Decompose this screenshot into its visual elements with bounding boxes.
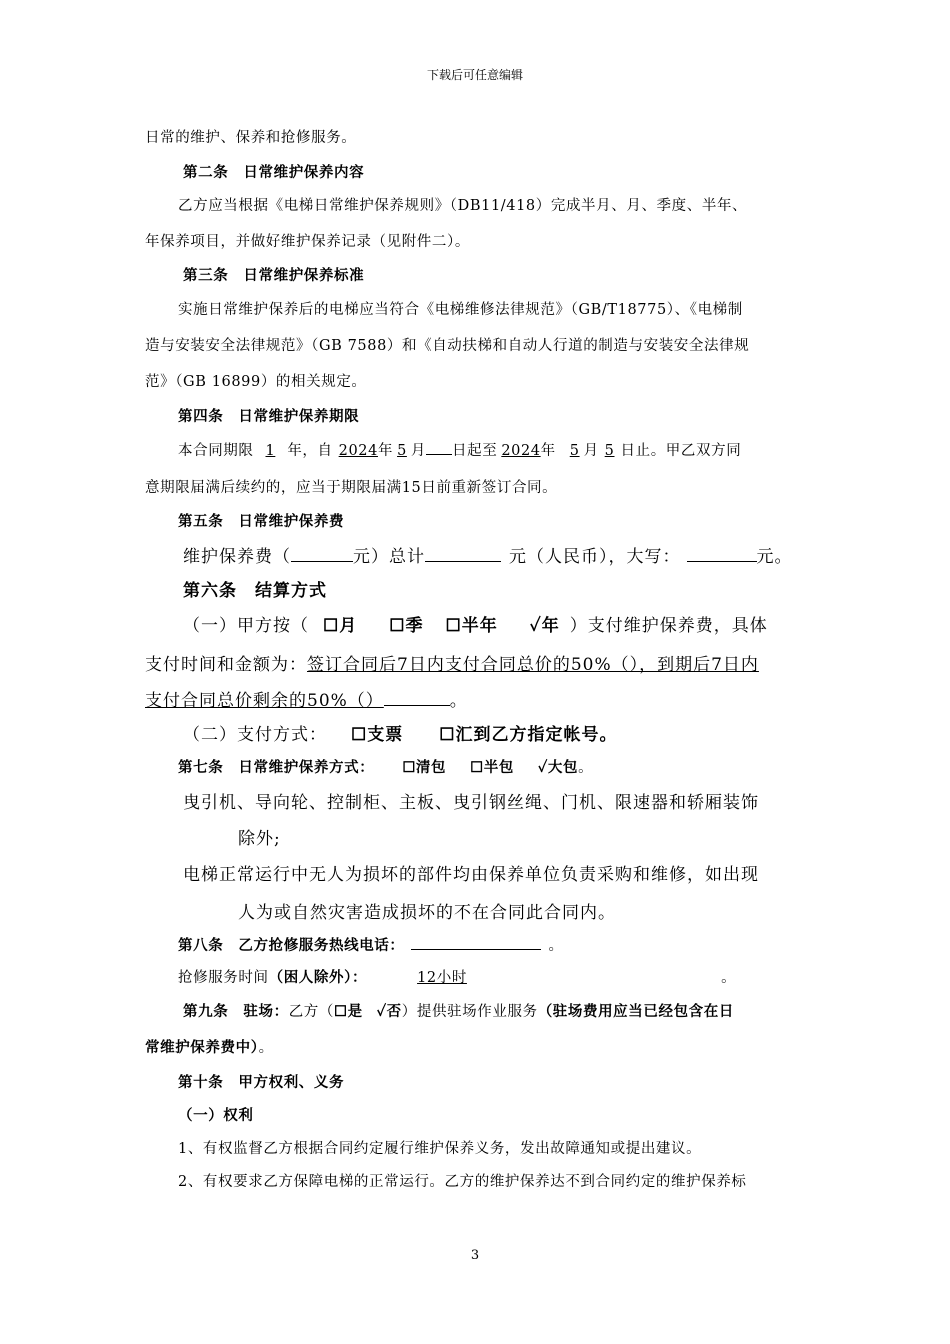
paragraph-line: 年保养项目，并做好维护保养记录（见附件二）。 [145, 234, 470, 250]
text: 年 [540, 443, 556, 459]
text: 元）总计 [353, 547, 425, 567]
option-clean-package-checkbox[interactable]: ☐清包 [402, 759, 447, 776]
payment-method-line [183, 720, 618, 745]
text: 日止。甲乙双方同 [620, 443, 742, 459]
option-transfer-checkbox[interactable]: ☐汇到乙方指定帐号。 [439, 725, 618, 745]
text: 年 [377, 443, 394, 459]
text: 第七条 日常维护保养方式： [178, 759, 375, 776]
start-day-blank [426, 440, 452, 455]
term-line [178, 439, 741, 460]
article-7-title [178, 756, 593, 777]
text: 第九条 驻场： [183, 1003, 289, 1020]
option-yes-checkbox[interactable]: ☐是 [334, 1003, 363, 1020]
paragraph-line: 日常的维护、保养和抢修服务。 [145, 130, 357, 146]
payment-schedule-line [145, 650, 759, 675]
page-number: 3 [470, 1248, 480, 1263]
paragraph-line: 人为或自然灾害造成损坏的不在合同此合同内。 [238, 903, 616, 923]
text: 乙方（ [288, 1004, 335, 1020]
payment-schedule-value: 签订合同后7日内支付合同总价的50%（），到期后7日内 [307, 655, 759, 675]
article-4-title: 第四条 日常维护保养期限 [178, 408, 360, 425]
option-full-package-checkbox[interactable]: ✓大包 [537, 759, 579, 776]
text: 。 [258, 1040, 274, 1056]
text: 抢修服务时间 [178, 970, 269, 986]
option-cheque-checkbox[interactable]: ☐支票 [351, 725, 404, 745]
term-years: 1 [265, 443, 276, 459]
text: 元（人民币），大写： [509, 547, 681, 567]
paragraph-line: 电梯正常运行中无人为损坏的部件均由保养单位负责采购和维修，如出现 [183, 865, 759, 885]
paragraph-line: 意期限届满后续约的，应当于期限届满15日前重新签订合同。 [145, 480, 558, 496]
text: （二）支付方式： [183, 725, 327, 745]
service-time-line [178, 966, 736, 987]
option-quarter-checkbox[interactable]: ☐季 [389, 616, 424, 636]
text: （困人除外）： [268, 969, 368, 986]
start-month: 5 [397, 443, 407, 459]
paragraph-line: 1、有权监督乙方根据合同约定履行维护保养义务，发出故障通知或提出建议。 [178, 1141, 702, 1157]
paragraph-line: 范》（GB 16899）的相关规定。 [145, 374, 367, 390]
text: ）提供驻场作业服务 [401, 1004, 538, 1020]
fee-line [183, 542, 793, 567]
text: ）支付维护保养费，具体 [569, 616, 768, 636]
option-half-package-checkbox[interactable]: ☐半包 [470, 759, 514, 776]
text: 第八条 乙方抢修服务热线电话： [178, 937, 405, 954]
start-year: 2024 [338, 443, 378, 459]
option-month-checkbox[interactable]: ☐月 [323, 616, 358, 636]
article-8-title [178, 934, 564, 955]
article-9-line [183, 1000, 734, 1021]
text: 日起至 [452, 443, 498, 459]
paragraph-line: 造与安装安全法律规范》（GB 7588）和《自动扶梯和自动人行道的制造与安装安全法律规 [145, 338, 750, 354]
service-time-value: 12小时 [417, 970, 467, 986]
end-year: 2024 [501, 443, 541, 459]
fee-total-blank [425, 547, 501, 562]
payment-remainder-value: 支付合同总价剩余的50%（） [145, 691, 384, 711]
text: （驻场费用应当已经包含在日 [537, 1003, 734, 1020]
end-month: 5 [569, 443, 580, 459]
text: 。 [449, 691, 468, 711]
text: 元。 [756, 547, 793, 567]
text: 常维护保养费中） [145, 1039, 259, 1056]
article-2-title: 第二条 日常维护保养内容 [183, 164, 365, 181]
text: （一）甲方按（ [183, 616, 309, 636]
rights-subtitle: （一）权利 [178, 1107, 254, 1124]
fee-amount-blank [291, 547, 353, 562]
text: 维护保养费（ [183, 547, 291, 567]
paragraph-line: 2、有权要求乙方保障电梯的正常运行。乙方的维护保养达不到合同约定的维护保养标 [178, 1174, 747, 1190]
text: 本合同期限 [178, 443, 254, 459]
text: 。 [578, 760, 594, 776]
paragraph-line: 实施日常维护保养后的电梯应当符合《电梯维修法律规范》（GB/T18775）、《电梯制 [178, 302, 743, 318]
paragraph-line: 乙方应当根据《电梯日常维护保养规则》（DB11/418）完成半月、月、季度、半年、 [178, 198, 748, 214]
article-10-title: 第十条 甲方权利、义务 [178, 1074, 345, 1091]
option-no-checkbox[interactable]: ✓否 [376, 1003, 402, 1020]
paragraph-line: 曳引机、导向轮、控制柜、主板、曳引钢丝绳、门机、限速器和轿厢装饰 [183, 793, 759, 813]
payment-remainder-line [145, 686, 468, 711]
remainder-blank [384, 691, 450, 706]
text: 月 [410, 443, 426, 459]
article-9-line-2 [145, 1036, 274, 1057]
paragraph-line: 除外; [238, 829, 281, 849]
hotline-blank [411, 935, 541, 950]
page-header: 下载后可任意编辑 [426, 68, 523, 82]
end-day: 5 [604, 443, 615, 459]
text: 。 [548, 938, 564, 954]
text: 年，自 [287, 443, 333, 459]
option-year-checkbox[interactable]: ✓年 [529, 616, 560, 636]
text: 支付时间和金额为： [145, 655, 307, 675]
text: 月 [583, 443, 599, 459]
article-6-title: 第六条 结算方式 [183, 581, 327, 601]
article-3-title: 第三条 日常维护保养标准 [183, 267, 365, 284]
payment-period-line [183, 611, 768, 636]
fee-words-blank [687, 547, 757, 562]
option-halfyear-checkbox[interactable]: ☐半年 [445, 616, 498, 636]
text: 。 [721, 970, 737, 986]
article-5-title: 第五条 日常维护保养费 [178, 513, 345, 530]
